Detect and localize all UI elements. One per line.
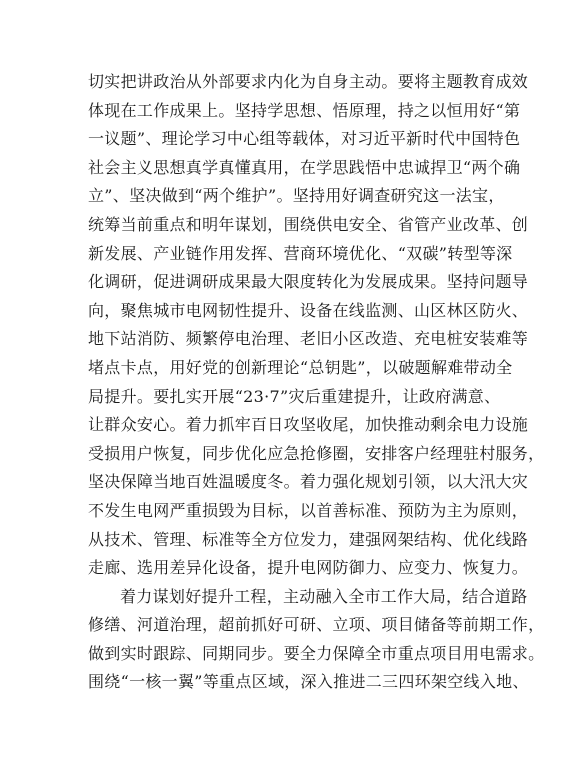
text-line: 受损用户恢复，同步优化应急抢修圈，安排客户经理驻村服务， [88, 443, 545, 463]
text-line: 修缮、河道治理，超前抓好可研、立项、项目储备等前期工作， [88, 615, 545, 635]
text-line: 着力谋划好提升工程，主动融入全市工作大局，结合道路 [120, 586, 528, 606]
text-line: 做到实时跟踪、同期同步。要全力保障全市重点项目用电需求。 [88, 643, 545, 663]
text-line: 新发展、产业链作用发挥、营商环境优化、“双碳”转型等深 [88, 243, 513, 263]
text-line: 从技术、管理、标准等全方位发力，建强网架结构、优化线路 [88, 529, 529, 549]
text-line: 局提升。要扎实开展“23·7”灾后重建提升，让政府满意、 [88, 386, 501, 406]
text-line: 化调研，促进调研成果最大限度转化为发展成果。坚持问题导 [88, 272, 529, 292]
text-line: 一议题”、理论学习中心组等载体，对习近平新时代中国特色 [88, 129, 521, 149]
text-line: 让群众安心。着力抓牢百日攻坚收尾，加快推动剩余电力设施 [88, 415, 529, 435]
text-line: 不发生电网严重损毁为目标，以首善标准、预防为主为原则， [88, 500, 529, 520]
paragraph-2 [88, 583, 545, 697]
paragraph-1 [88, 68, 545, 583]
text-line: 切实把讲政治从外部要求内化为自身主动。要将主题教育成效 [88, 72, 529, 91]
text-line: 走廊、选用差异化设备，提升电网防御力、应变力、恢复力。 [88, 558, 529, 578]
text-line: 堵点卡点，用好党的创新理论“总钥匙”，以破题解难带动全 [88, 357, 513, 377]
text-line: 立”、坚决做到“两个维护”。坚持用好调查研究这一法宝， [88, 186, 505, 206]
document-body [88, 68, 545, 697]
text-line: 地下站消防、频繁停电治理、老旧小区改造、充电桩安装难等 [88, 329, 529, 349]
text-line: 围绕“一核一翼”等重点区域，深入推进二三四环架空线入地、 [88, 672, 529, 692]
text-line: 坚决保障当地百姓温暖度冬。着力强化规划引领，以大汛大灾 [88, 472, 529, 492]
text-line: 体现在工作成果上。坚持学思想、悟原理，持之以恒用好“第 [88, 100, 521, 120]
text-line: 统筹当前重点和明年谋划，围绕供电安全、省管产业改革、创 [88, 214, 529, 234]
text-line: 社会主义思想真学真懂真用，在学思践悟中忠诚捍卫“两个确 [88, 157, 521, 177]
text-line: 向，聚焦城市电网韧性提升、设备在线监测、山区林区防火、 [88, 300, 529, 320]
